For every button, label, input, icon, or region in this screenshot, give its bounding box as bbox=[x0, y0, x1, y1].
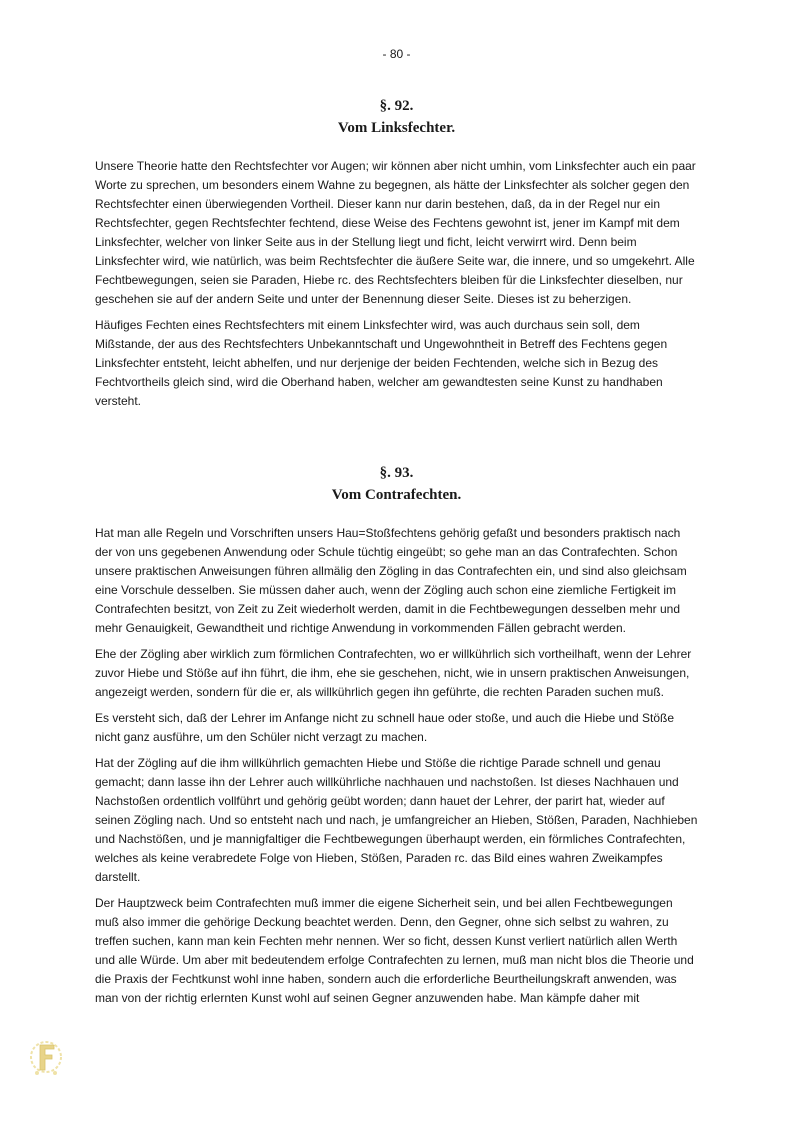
page-number: - 80 - bbox=[382, 47, 411, 61]
section-number: §. 93. bbox=[379, 465, 414, 481]
paragraph: Der Hauptzweck beim Contrafechten muß immer die eigene Sicherheit sein, und bei allen Fechtbewegungen muß also immer die gehörige Deckung beachtet werden. Denn, den Gegner, ohne sich selbst zu wahren, zu treffen suchen, kann man kein Fechten mehr nennen. Wer so ficht, dessen Kunst verliert natürlich allen Werth und alle Würde. Um aber mit bedeutendem erfolge Contrafechten zu lernen, muß man nicht blos die Theorie und die Praxis der Fechtkunst wohl inne haben, sondern auch die erforderliche Beurtheilungskraft anwenden, was man von der richtig erlernten Kunst wohl auf seinen Gegner anzuwenden habe. Man kämpfe daher mit bbox=[95, 896, 694, 1005]
section-92 bbox=[95, 95, 698, 418]
paragraph: Ehe der Zögling aber wirklich zum förmlichen Contrafechten, wo er willkührlich sich vortheilhaft, wenn der Lehrer zuvor Hiebe und Stöße auf ihn führt, die ihm, ehe sie geschehen, nicht, wie in unsern praktischen Anweisungen, angezeigt werden, sondern für die er, als willkührlich gegen ihn geführte, die rechten Paraden suchen muß. bbox=[95, 647, 692, 699]
publisher-logo-icon bbox=[28, 1037, 64, 1079]
section-heading bbox=[95, 462, 698, 506]
section-number: §. 92. bbox=[379, 98, 414, 114]
section-title: Vom Linksfechter. bbox=[337, 120, 456, 136]
section-93 bbox=[95, 462, 698, 1015]
section-heading bbox=[95, 95, 698, 139]
paragraph: Hat der Zögling auf die ihm willkührlich gemachten Hiebe und Stöße die richtige Parade schnell und genau gemacht; dann lasse ihn der Lehrer auch willkührliche nachhauen und nachstoßen. Ist dieses Nachhauen und Nachstoßen ordentlich vollführt und gehörig geübt worden; dann hauet der Lehrer, der parirt hat, wieder auf seinen Zögling nach. Und so entsteht nach und nach, je umfangreicher an Hieben, Stößen, Paraden, Nachhieben und Nachstößen, und je mannigfaltiger die Fechtbewegungen überhaupt werden, ein förmliches Contrafechten, welches als keine verabredete Folge von Hieben, Stößen, Paraden rc. das Bild eines wahren Zweikampfes darstellt. bbox=[95, 756, 698, 884]
paragraph: Unsere Theorie hatte den Rechtsfechter vor Augen; wir können aber nicht umhin, vom Linksfechter auch ein paar Worte zu sprechen, um besonders einem Wahne zu begegnen, als hätte der Linksfechter als solcher gegen den Rechtsfechter einen überwiegenden Vortheil. Dieser kann nur darin bestehen, daß, da in der Regel nur ein Rechtsfechter, gegen Rechtsfechter fechtend, diese Weise des Fechtens gewohnt ist, jener im Kampf mit dem Linksfechter, welcher von linker Seite aus in der Stellung liegt und ficht, leicht verwirrt wird. Denn beim Linksfechter wird, wie natürlich, was beim Rechtsfechter die äußere Seite war, die innere, und so umgekehrt. Alle Fechtbewegungen, seien sie Paraden, Hiebe rc. des Rechtsfechters bleiben für die Linksfechter dieselben, nur geschehen sie auf der andern Seite und unter der Benennung dieser Seite. Dieses ist zu beherzigen. bbox=[95, 159, 696, 306]
section-title: Vom Contrafechten. bbox=[331, 487, 462, 503]
paragraph: Hat man alle Regeln und Vorschriften unsers Hau=Stoßfechtens gehörig gefaßt und besonders praktisch nach der von uns gegebenen Anwendung oder Schule tüchtig eingeübt; so gehe man an das Contrafechten. Schon unsere praktischen Anweisungen führen allmälig den Zögling in das Contrafechten ein, und sind also gleichsam eine Vorschule desselben. Sie müssen daher auch, wenn der Zögling auch schon eine ziemliche Fertigkeit im Contrafechten besitzt, von Zeit zu Zeit wiederholt werden, damit in die Fechtbewegungen desselben mehr und mehr Genauigkeit, Gewandtheit und richtige Anwendung in vorkommenden Fällen gebracht werden. bbox=[95, 526, 687, 635]
paragraph: Es versteht sich, daß der Lehrer im Anfange nicht zu schnell haue oder stoße, und auch die Hiebe und Stöße nicht ganz ausführe, um den Schüler nicht verzagt zu machen. bbox=[95, 711, 675, 744]
paragraph: Häufiges Fechten eines Rechtsfechters mit einem Linksfechter wird, was auch durchaus sein soll, dem Mißstande, der aus des Rechtsfechters Unbekanntschaft und Ungewohntheit in Betreff des Fechtens gegen Linksfechter entsteht, leicht abhelfen, und nur derjenige der beiden Fechtenden, welche sich in Bezug des Fechtvortheils gleich sind, wird die Oberhand haben, welcher am gewandtesten seine Kunst zu handhaben versteht. bbox=[95, 318, 668, 408]
